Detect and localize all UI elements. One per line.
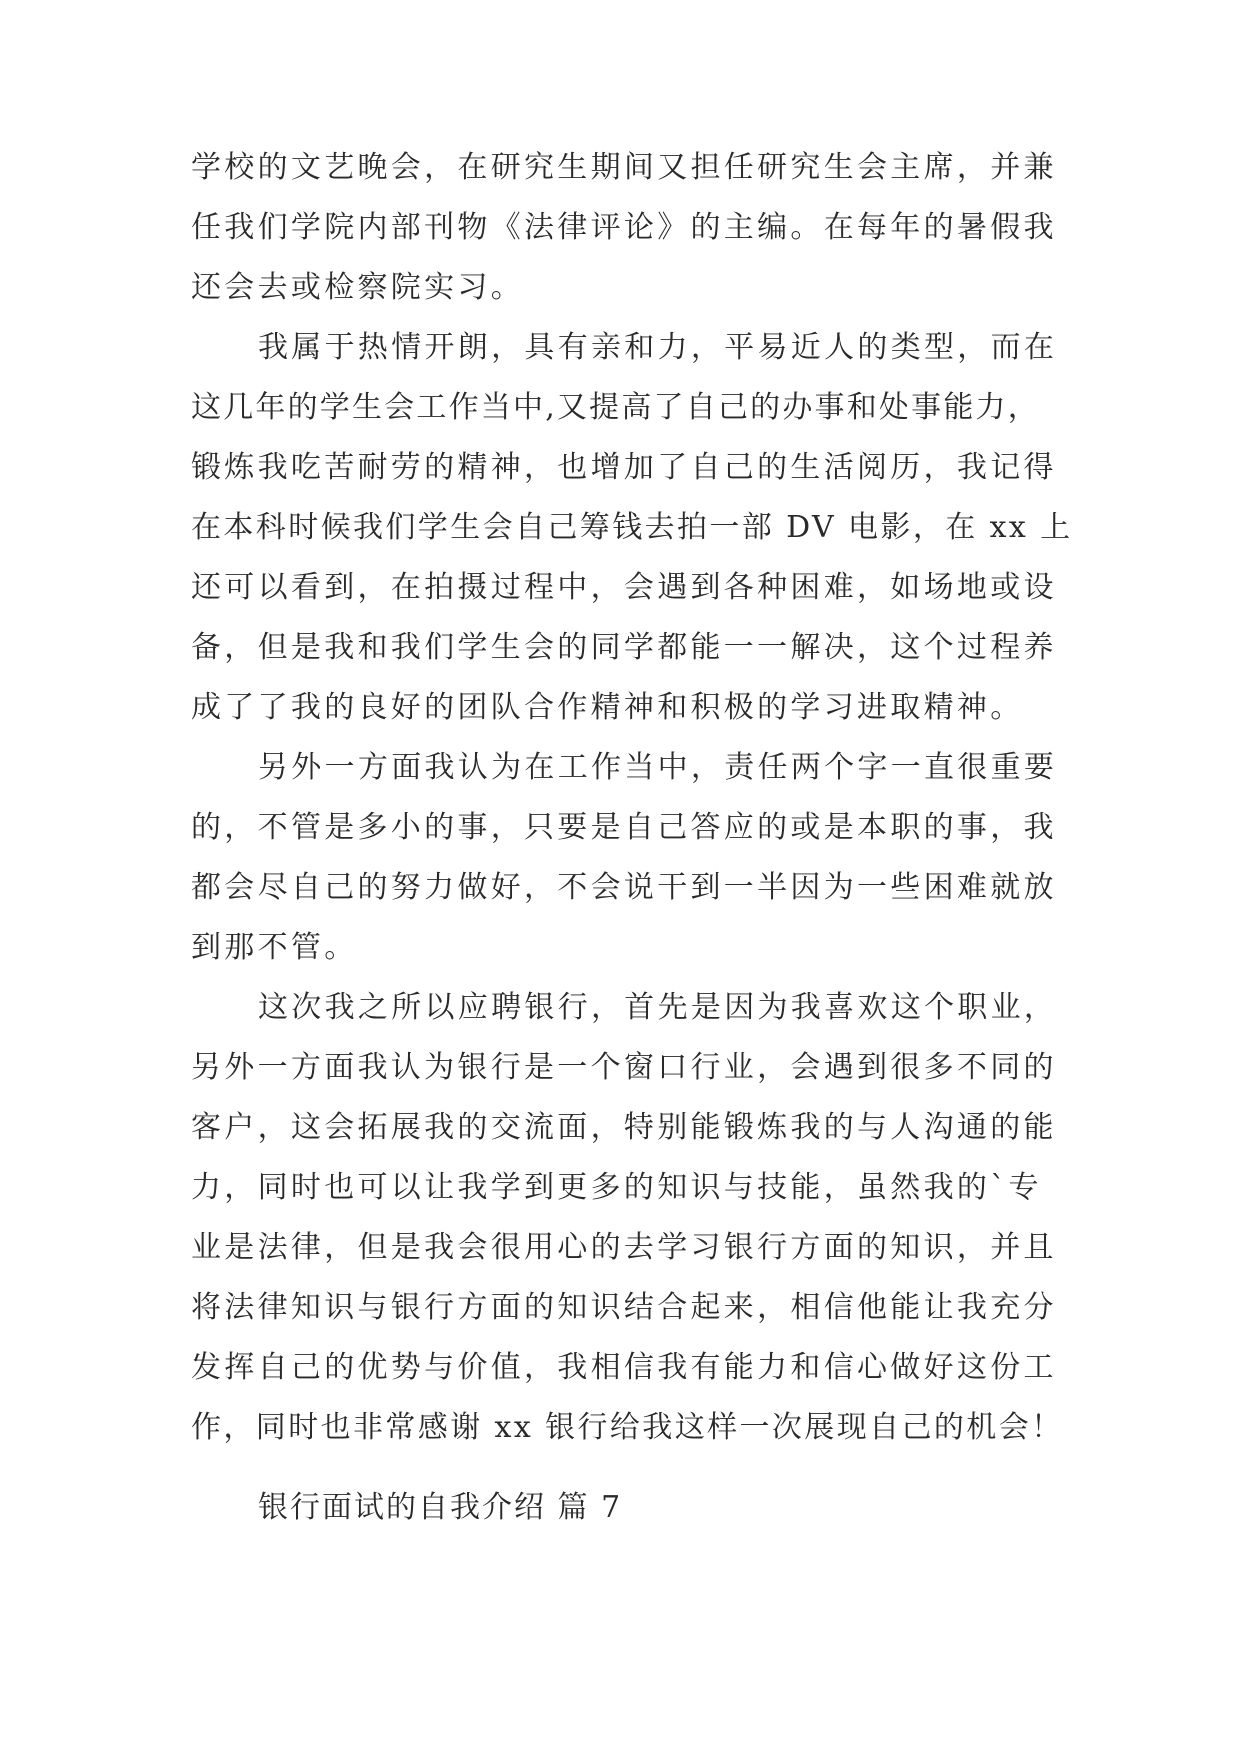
body-line: 将法律知识与银行方面的知识结合起来，相信他能让我充分 (191, 1290, 1057, 1325)
body-line: 的，不管是多小的事，只要是自己答应的或是本职的事，我 (191, 810, 1057, 845)
body-line: 备，但是我和我们学生会的同学都能一一解决，这个过程养 (191, 630, 1057, 665)
body-line: 业是法律，但是我会很用心的去学习银行方面的知识，并且 (191, 1230, 1057, 1265)
paragraph-start-line: 这次我之所以应聘银行，首先是因为我喜欢这个职业， (258, 990, 1058, 1025)
section-heading: 银行面试的自我介绍 篇 7 (258, 1490, 623, 1525)
paragraph-start-line: 另外一方面我认为在工作当中，责任两个字一直很重要 (258, 750, 1058, 785)
body-line: 到那不管。 (191, 930, 358, 965)
body-line: 都会尽自己的努力做好，不会说干到一半因为一些困难就放 (191, 870, 1057, 905)
body-line: 任我们学院内部刊物《法律评论》的主编。在每年的暑假我 (191, 210, 1057, 245)
body-line: 作，同时也非常感谢 xx 银行给我这样一次展现自己的机会！ (191, 1410, 1064, 1445)
body-line: 还会去或检察院实习。 (191, 270, 524, 305)
body-line: 锻炼我吃苦耐劳的精神，也增加了自己的生活阅历，我记得 (191, 450, 1057, 485)
body-line: 成了了我的良好的团队合作精神和积极的学习进取精神。 (191, 690, 1024, 725)
paragraph-start-line: 我属于热情开朗，具有亲和力，平易近人的类型，而在 (258, 330, 1058, 365)
body-line: 客户，这会拓展我的交流面，特别能锻炼我的与人沟通的能 (191, 1110, 1057, 1145)
body-line: 发挥自己的优势与价值，我相信我有能力和信心做好这份工 (191, 1350, 1057, 1385)
body-line: 力，同时也可以让我学到更多的知识与技能，虽然我的`专 (191, 1170, 1042, 1205)
body-line: 还可以看到，在拍摄过程中，会遇到各种困难，如场地或设 (191, 570, 1057, 605)
body-line: 学校的文艺晚会，在研究生期间又担任研究生会主席，并兼 (191, 150, 1057, 185)
body-line: 另外一方面我认为银行是一个窗口行业，会遇到很多不同的 (191, 1050, 1057, 1085)
body-line: 在本科时候我们学生会自己筹钱去拍一部 DV 电影，在 xx 上 (191, 510, 1073, 545)
body-line: 这几年的学生会工作当中,又提高了自己的办事和处事能力， (191, 390, 1040, 425)
